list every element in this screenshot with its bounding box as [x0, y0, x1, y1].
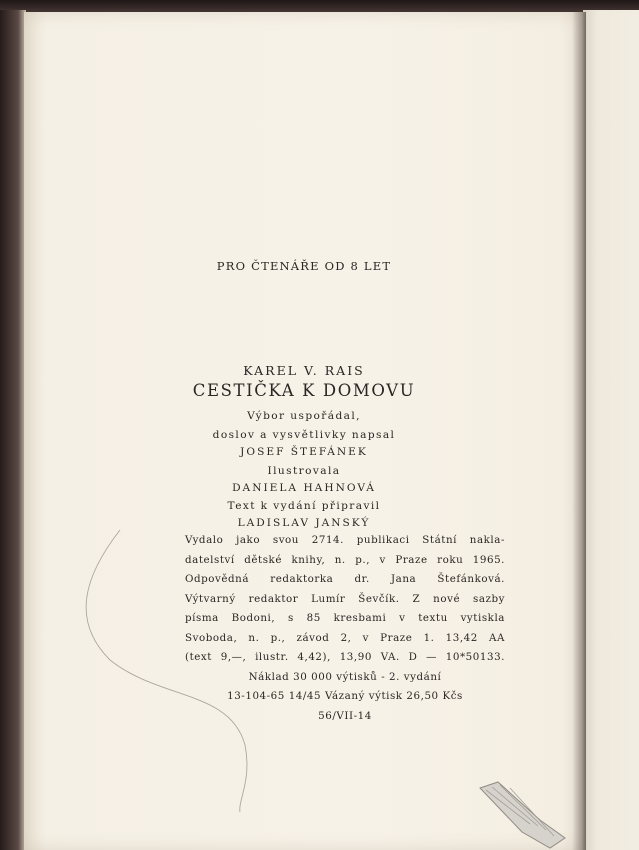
- colophon-line: Odpovědná redaktorka dr. Jana Štefánková.: [185, 573, 505, 585]
- colophon-line: 56/VII-14: [318, 709, 372, 722]
- text-editor-name: LADISLAV JANSKÝ: [237, 517, 371, 529]
- illustrator-name: DANIELA HAHNOVÁ: [232, 482, 376, 494]
- colophon-line: datelství dětské knihy, n. p., v Praze roku 1965.: [185, 553, 505, 566]
- colophon-line: 13-104-65 14/45 Vázaný výtisk 26,50 Kčs: [227, 690, 463, 702]
- colophon-block: [185, 531, 505, 726]
- audience-note: PRO ČTENÁŘE OD 8 LET: [216, 259, 392, 273]
- author-name: KAREL V. RAIS: [243, 363, 365, 378]
- colophon-line: Výtvarný redaktor Lumír Ševčík. Z nové sazby: [185, 592, 505, 605]
- colophon-line: Vydalo jako svou 2714. publikaci Státní nakla-: [185, 534, 505, 546]
- colophon-line: písma Bodoni, s 85 kresbami v textu vytiskla: [185, 612, 505, 624]
- colophon-line: (text 9,—, ilustr. 4,42), 13,90 VA. D — 10*50133.: [185, 651, 505, 663]
- credit-line-2: doslov a vysvětlivky napsal: [212, 429, 396, 441]
- credit-line-1: Výbor uspořádal,: [247, 410, 361, 422]
- bookmark-ribbon: [470, 780, 580, 850]
- credit-line-6: Text k vydání připravil: [227, 500, 381, 512]
- editor-name: JOSEF ŠTEFÁNEK: [240, 446, 368, 458]
- book-title: CESTIČKA K DOMOVU: [192, 381, 416, 400]
- colophon-line: Svoboda, n. p., závod 2, v Praze 1. 13,42 AA: [185, 631, 505, 644]
- colophon-line: Náklad 30 000 výtisků - 2. vydání: [248, 670, 442, 683]
- credit-line-4: Ilustrovala: [267, 465, 341, 477]
